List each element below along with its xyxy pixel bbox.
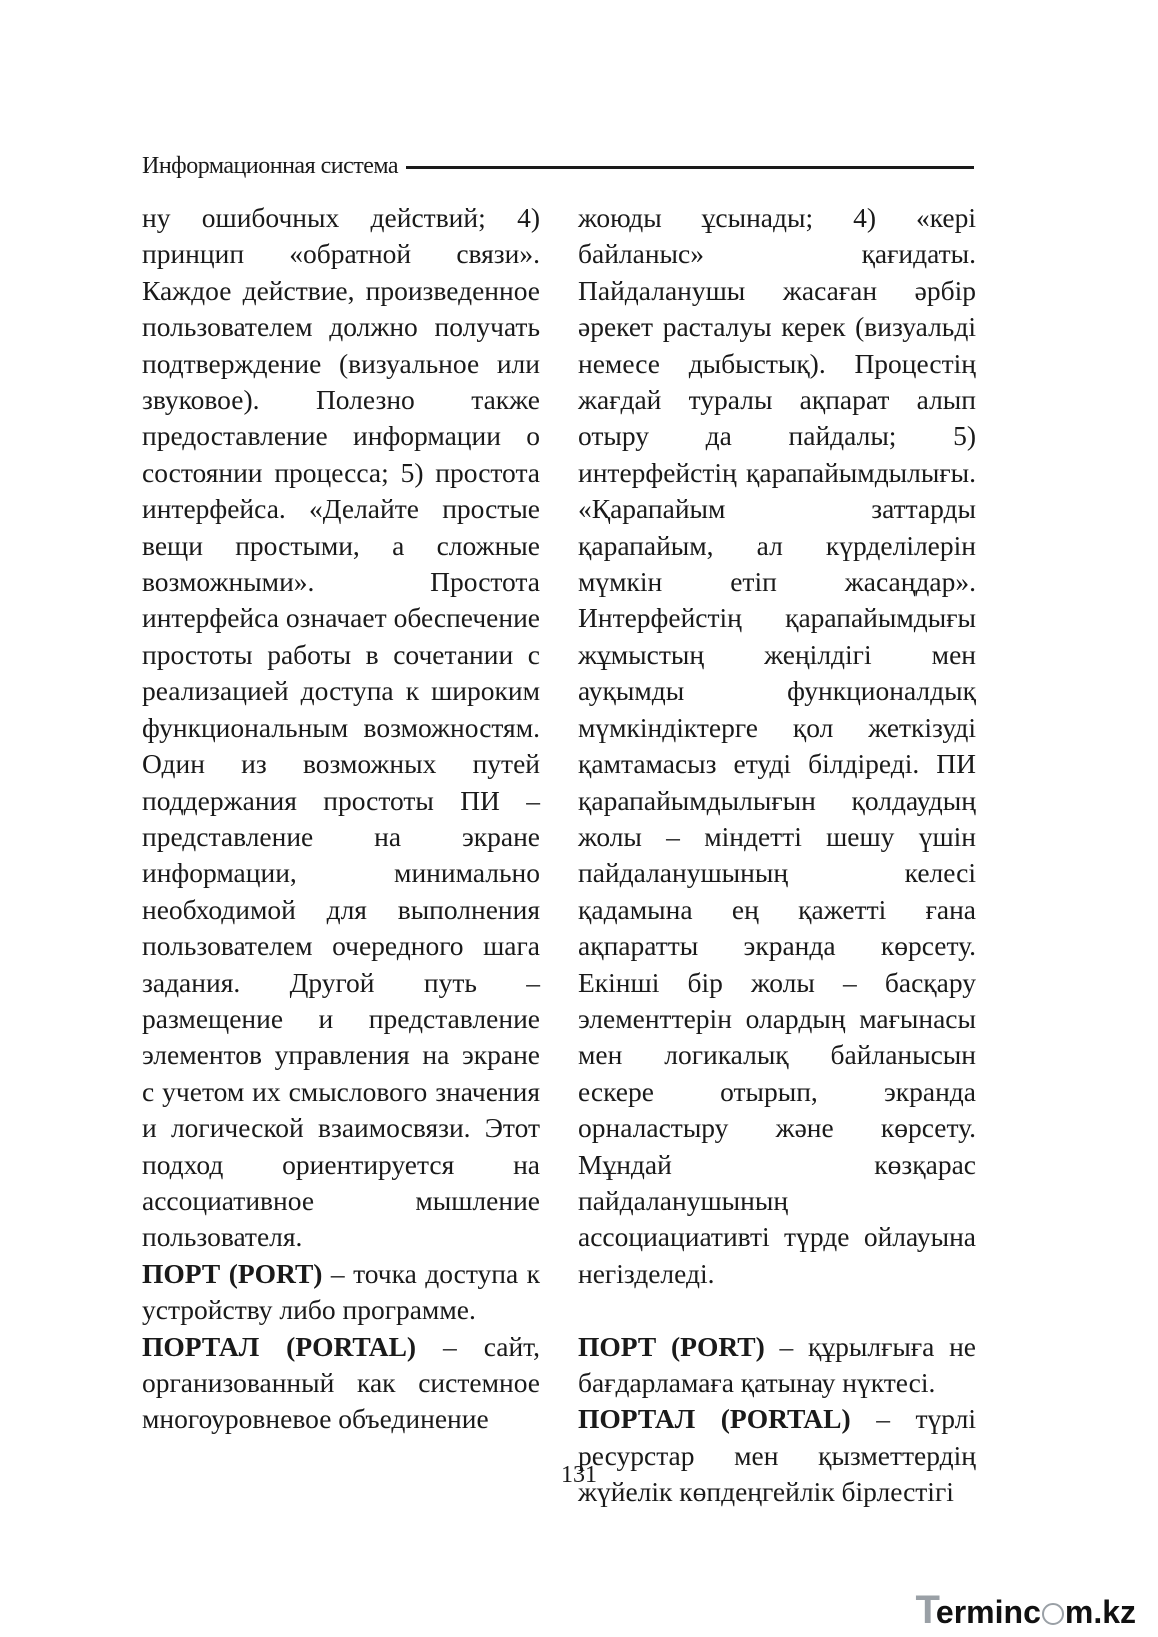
right-spacer [578,1292,976,1328]
left-port-term: ПОРТ (PORT) [142,1257,323,1289]
right-paragraph-1: жоюды ұсынады; 4) «кері байланыс» қағидаты. Пайдаланушы жасаған әрбір әрекет расталуы керек (визуальді немесе дыбыстық). Процестің жағдай туралы ақпарат алып отыру да пайдалы; 5) интерфейстің қарапайымдылығы. «Қарапайым заттарды қарапайым, ал күрделілерін мүмкін етіп жасаңдар». Интерфейстің қарапайымдығы жұмыстың жеңілдігі мен ауқымды функционалдық мүмкіндіктерге қол жеткізуді қамтамасыз етуді білдіреді. ПИ қарапайымдылығын қолдаудың жолы – міндетті шешу үшін пайдаланушының келесі қадамына ең қажетті ғана ақпаратты экранда көрсету. Екінші бір жолы – басқару элементтерін олардың мағынасы мен логикалық байланысын ескере отырып, экранда орналастыру және көрсету. Мұндай көзқарас пайдаланушының ассоциациативті түрде ойлауына негізделеді. [578,202,976,1289]
left-port-definition: – точка доступа к устройству либо программе. [142,1257,540,1326]
left-paragraph-1: ну ошибочных действий; 4) принцип «обратной связи». Каждое действие, произведенное пользователем должно получать подтверждение (визуальное или звуковое). Полезно также предоставление информации о состоянии процесса; 5) простота интерфейса. «Делайте простые вещи простыми, а сложные возможными». Простота интерфейса означает обеспечение простоты работы в сочетании с реализацией доступа к широким функциональным возможностям. Один из возможных путей поддержания простоты ПИ – представление на экране информации, минимально необходимой для выполнения пользователем очередного шага задания. Другой путь – размещение и представление элементов управления на экране с учетом их смыслового значения и логической взаимосвязи. Этот подход ориентируется на ассоциативное мышление пользователя. [142,202,540,1253]
watermark-text-1: erminc [935,1594,1041,1630]
left-entry-portal [142,1329,540,1438]
page-number: 131 [561,1462,597,1488]
running-header [142,148,974,184]
right-portal-term: ПОРТАЛ (PORTAL) [578,1403,851,1435]
left-portal-term: ПОРТАЛ (PORTAL) [142,1330,417,1362]
magnifier-icon [1042,1603,1064,1625]
right-column [578,200,976,1511]
left-column [142,200,540,1438]
left-entry-port [142,1256,540,1329]
watermark-logo [915,1588,1136,1633]
running-title: Информационная система [142,152,399,179]
watermark-text-2: m.kz [1064,1594,1136,1630]
watermark-t: T [915,1588,940,1632]
left-portal-definition: – сайт, организованный как системное многоуровневое объединение [142,1330,540,1435]
right-port-term: ПОРТ (PORT) [578,1330,765,1362]
right-entry-portal [578,1401,976,1510]
right-portal-definition: – түрлі ресурстар мен қызметтердің жүйелік көпдеңгейлік бірлестігі [578,1403,976,1508]
header-rule [406,166,974,169]
right-port-definition: – құрылғыға не бағдарламаға қатынау нүктесі. [578,1330,976,1398]
right-entry-port [578,1329,976,1402]
